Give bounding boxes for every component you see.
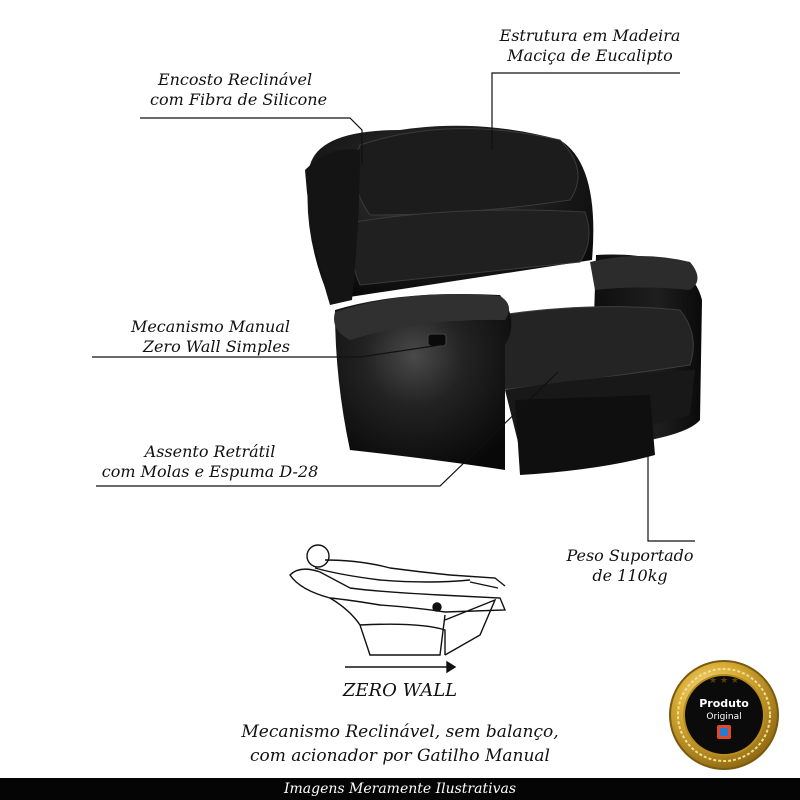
chair-lower-front <box>515 395 655 475</box>
mechanism-caption-line-2: com acionador por Gatilho Manual <box>249 746 550 766</box>
mechanism-caption-line-1: Mecanismo Reclinável, sem balanço, <box>241 722 559 742</box>
chair-left-wing <box>305 149 360 305</box>
zero-wall-diagram <box>290 545 505 672</box>
frame-line-2: Maciça de Eucalipto <box>507 46 673 65</box>
recline-lever <box>428 334 446 346</box>
zero-wall-lever <box>433 603 441 611</box>
backrest-callout <box>150 70 328 110</box>
chair-top-pillow <box>354 129 578 215</box>
footer-disclaimer: Imagens Meramente Ilustrativas <box>283 781 517 797</box>
zero-wall-arrow-head-icon <box>447 662 455 672</box>
zero-wall-title: ZERO WALL <box>342 680 458 701</box>
weight-line-2: de 110kg <box>592 566 668 585</box>
mechanism-callout <box>90 317 290 357</box>
mechanism-caption <box>200 720 600 768</box>
seat-line-1: Assento Retrátil <box>144 442 276 461</box>
seal-text-line-2: Original <box>706 712 742 722</box>
weight-line-1: Peso Suportado <box>566 546 694 565</box>
recliner-chair <box>305 126 702 475</box>
backrest-line-1: Encosto Reclinável <box>157 70 313 89</box>
frame-callout <box>490 26 690 66</box>
seal-stars: ★ ★ ★ <box>709 676 739 686</box>
backrest-line-2: com Fibra de Silicone <box>150 90 328 109</box>
seal-text-line-1: Produto <box>699 697 749 710</box>
footer-bar <box>0 778 800 800</box>
frame-line-1: Estrutura em Madeira <box>499 26 681 45</box>
chair-right-arm <box>590 256 698 290</box>
seat-line-2: com Molas e Espuma D-28 <box>101 462 319 481</box>
original-product-seal <box>664 655 784 775</box>
zero-wall-chair-outline <box>290 569 505 612</box>
person-head-icon <box>307 545 329 567</box>
chair-middle-pillow <box>351 210 589 285</box>
mechanism-line-2: Zero Wall Simples <box>142 337 290 356</box>
weight-callout <box>545 546 715 586</box>
mechanism-line-1: Mecanismo Manual <box>130 317 290 336</box>
seat-callout <box>95 442 325 482</box>
person-torso <box>325 560 450 575</box>
